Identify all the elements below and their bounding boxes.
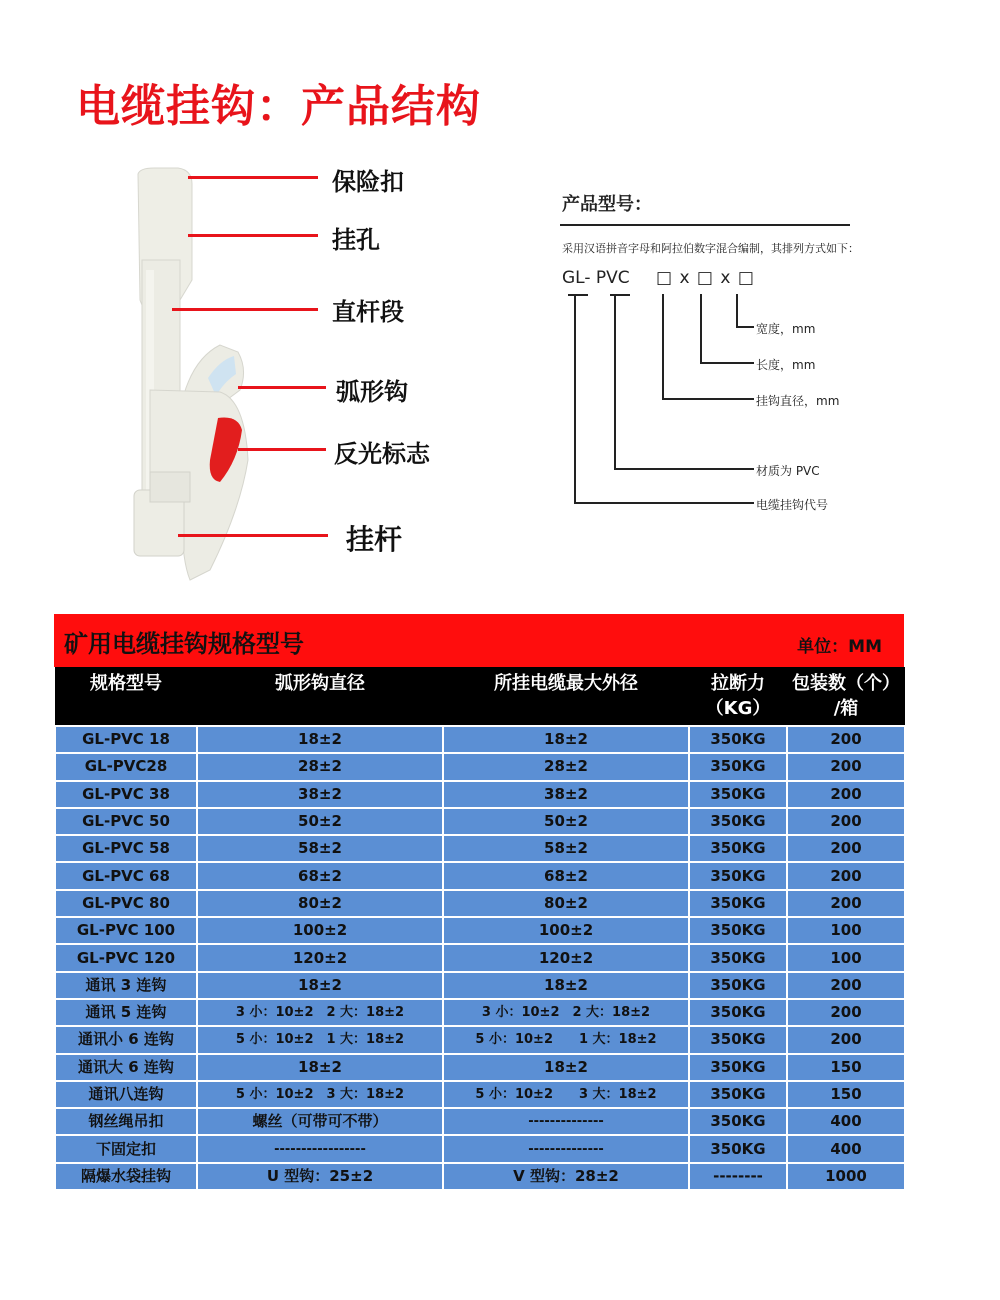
table-row (55, 1135, 905, 1162)
cell-hook-diameter: 3 小：10±2 2 大：18±2 (197, 999, 443, 1026)
legend-material: 材质为 PVC (756, 464, 820, 478)
table-title: 矿用电缆挂钩规格型号 (64, 629, 304, 658)
table-unit: 单位：MM (797, 637, 882, 657)
leader-line (238, 448, 326, 451)
cell-cable-diameter: 28±2 (443, 753, 689, 780)
legend-length: 长度，mm (756, 358, 816, 372)
cell-cable-diameter: 68±2 (443, 862, 689, 889)
cell-package: 200 (787, 781, 905, 808)
cell-package: 100 (787, 944, 905, 971)
legend-diameter: 挂钩直径，mm (756, 394, 840, 408)
cell-cable-diameter: 120±2 (443, 944, 689, 971)
cell-tensile: -------- (689, 1163, 787, 1190)
leader-line (188, 176, 318, 179)
cell-cable-diameter: 18±2 (443, 972, 689, 999)
cell-hook-diameter: 18±2 (197, 726, 443, 753)
table-row (55, 972, 905, 999)
spec-grid (54, 667, 906, 1191)
cell-package: 200 (787, 835, 905, 862)
cell-tensile: 350KG (689, 999, 787, 1026)
cell-tensile: 350KG (689, 1081, 787, 1108)
cell-model: GL-PVC 100 (55, 917, 197, 944)
model-code-template: □ x □ x □ (656, 268, 755, 288)
cell-tensile: 350KG (689, 1026, 787, 1053)
cell-model: 通讯 5 连钩 (55, 999, 197, 1026)
cell-cable-diameter: 5 小：10±2 1 大：18±2 (443, 1026, 689, 1053)
cell-tensile: 350KG (689, 944, 787, 971)
cell-tensile: 350KG (689, 917, 787, 944)
cell-package: 200 (787, 972, 905, 999)
part-label-straight-shaft: 直杆段 (332, 298, 404, 326)
leader-line (188, 234, 318, 237)
cell-cable-diameter: 38±2 (443, 781, 689, 808)
table-row (55, 1163, 905, 1190)
cell-hook-diameter: 100±2 (197, 917, 443, 944)
table-row (55, 808, 905, 835)
cell-hook-diameter: 80±2 (197, 890, 443, 917)
col-header-package: 包装数（个） /箱 (787, 667, 905, 726)
cell-hook-diameter: 螺丝（可带可不带） (197, 1108, 443, 1135)
cable-hook-image (120, 160, 260, 590)
table-title-bar (54, 614, 904, 667)
cell-package: 200 (787, 1026, 905, 1053)
cell-tensile: 350KG (689, 726, 787, 753)
cell-package: 200 (787, 890, 905, 917)
model-code-heading: 产品型号： (562, 194, 652, 215)
cell-model: 通讯大 6 连钩 (55, 1054, 197, 1081)
cell-package: 200 (787, 726, 905, 753)
leader-line (172, 308, 318, 311)
cell-cable-diameter: 18±2 (443, 1054, 689, 1081)
cell-hook-diameter: 120±2 (197, 944, 443, 971)
cell-model: 隔爆水袋挂钩 (55, 1163, 197, 1190)
cell-package: 1000 (787, 1163, 905, 1190)
part-label-reflective-marker: 反光标志 (334, 440, 430, 468)
model-code-description: 采用汉语拼音字母和阿拉伯数字混合编制，其排列方式如下： (562, 242, 859, 255)
cell-cable-diameter: -------------- (443, 1135, 689, 1162)
cell-cable-diameter: 58±2 (443, 835, 689, 862)
cell-model: GL-PVC 80 (55, 890, 197, 917)
cell-package: 150 (787, 1054, 905, 1081)
cell-model: GL-PVC 18 (55, 726, 197, 753)
cell-package: 200 (787, 999, 905, 1026)
divider (560, 224, 850, 226)
table-row (55, 781, 905, 808)
cell-model: 钢丝绳吊扣 (55, 1108, 197, 1135)
cell-tensile: 350KG (689, 835, 787, 862)
cell-hook-diameter: U 型钩：25±2 (197, 1163, 443, 1190)
table-row (55, 999, 905, 1026)
cell-package: 100 (787, 917, 905, 944)
cell-model: GL-PVC 38 (55, 781, 197, 808)
table-row (55, 862, 905, 889)
cell-hook-diameter: 58±2 (197, 835, 443, 862)
cell-cable-diameter: 18±2 (443, 726, 689, 753)
cell-package: 200 (787, 753, 905, 780)
cell-cable-diameter: V 型钩：28±2 (443, 1163, 689, 1190)
cell-model: 通讯小 6 连钩 (55, 1026, 197, 1053)
cell-cable-diameter: -------------- (443, 1108, 689, 1135)
cell-tensile: 350KG (689, 1054, 787, 1081)
cell-model: GL-PVC 68 (55, 862, 197, 889)
cell-tensile: 350KG (689, 781, 787, 808)
part-label-arc-hook: 弧形钩 (336, 378, 408, 406)
cell-model: 通讯 3 连钩 (55, 972, 197, 999)
cell-hook-diameter: 28±2 (197, 753, 443, 780)
cell-model: GL-PVC28 (55, 753, 197, 780)
cell-model: 下固定扣 (55, 1135, 197, 1162)
cell-tensile: 350KG (689, 753, 787, 780)
cell-hook-diameter: ----------------- (197, 1135, 443, 1162)
leader-line (238, 386, 326, 389)
leader-line (178, 534, 328, 537)
col-header-model: 规格型号 (55, 667, 197, 726)
cell-model: GL-PVC 50 (55, 808, 197, 835)
model-code-prefix: GL- PVC (562, 268, 630, 288)
col-header-hook-diameter: 弧形钩直径 (197, 667, 443, 726)
cell-hook-diameter: 50±2 (197, 808, 443, 835)
cell-cable-diameter: 3 小：10±2 2 大：18±2 (443, 999, 689, 1026)
cell-tensile: 350KG (689, 972, 787, 999)
cell-model: GL-PVC 120 (55, 944, 197, 971)
col-header-tensile: 拉断力 （KG） (689, 667, 787, 726)
part-label-hanging-bar: 挂杆 (346, 523, 403, 556)
cell-tensile: 350KG (689, 890, 787, 917)
cell-tensile: 350KG (689, 1135, 787, 1162)
cell-cable-diameter: 80±2 (443, 890, 689, 917)
table-row (55, 1026, 905, 1053)
cell-tensile: 350KG (689, 808, 787, 835)
cell-package: 150 (787, 1081, 905, 1108)
cell-model: GL-PVC 58 (55, 835, 197, 862)
cell-cable-diameter: 100±2 (443, 917, 689, 944)
cell-hook-diameter: 18±2 (197, 1054, 443, 1081)
part-label-safety-buckle: 保险扣 (332, 168, 404, 196)
cell-tensile: 350KG (689, 862, 787, 889)
page-title: 电缆挂钩：产品结构 (76, 81, 481, 132)
cell-package: 400 (787, 1108, 905, 1135)
table-row (55, 1054, 905, 1081)
legend-code: 电缆挂钩代号 (756, 498, 829, 512)
table-row (55, 944, 905, 971)
cell-model: 通讯八连钩 (55, 1081, 197, 1108)
cell-hook-diameter: 38±2 (197, 781, 443, 808)
cell-cable-diameter: 50±2 (443, 808, 689, 835)
model-code-diagram (550, 180, 870, 520)
cell-package: 400 (787, 1135, 905, 1162)
table-row (55, 1081, 905, 1108)
table-row (55, 917, 905, 944)
table-row (55, 726, 905, 753)
cell-hook-diameter: 5 小：10±2 3 大：18±2 (197, 1081, 443, 1108)
cell-hook-diameter: 68±2 (197, 862, 443, 889)
table-row (55, 890, 905, 917)
part-label-hanging-hole: 挂孔 (332, 226, 380, 254)
cell-cable-diameter: 5 小：10±2 3 大：18±2 (443, 1081, 689, 1108)
cell-package: 200 (787, 808, 905, 835)
table-row (55, 1108, 905, 1135)
cell-package: 200 (787, 862, 905, 889)
col-header-cable-diameter: 所挂电缆最大外径 (443, 667, 689, 726)
legend-width: 宽度，mm (756, 322, 816, 336)
table-row (55, 753, 905, 780)
cell-tensile: 350KG (689, 1108, 787, 1135)
table-row (55, 835, 905, 862)
cell-hook-diameter: 18±2 (197, 972, 443, 999)
spec-table (54, 614, 904, 1191)
cell-hook-diameter: 5 小：10±2 1 大：18±2 (197, 1026, 443, 1053)
